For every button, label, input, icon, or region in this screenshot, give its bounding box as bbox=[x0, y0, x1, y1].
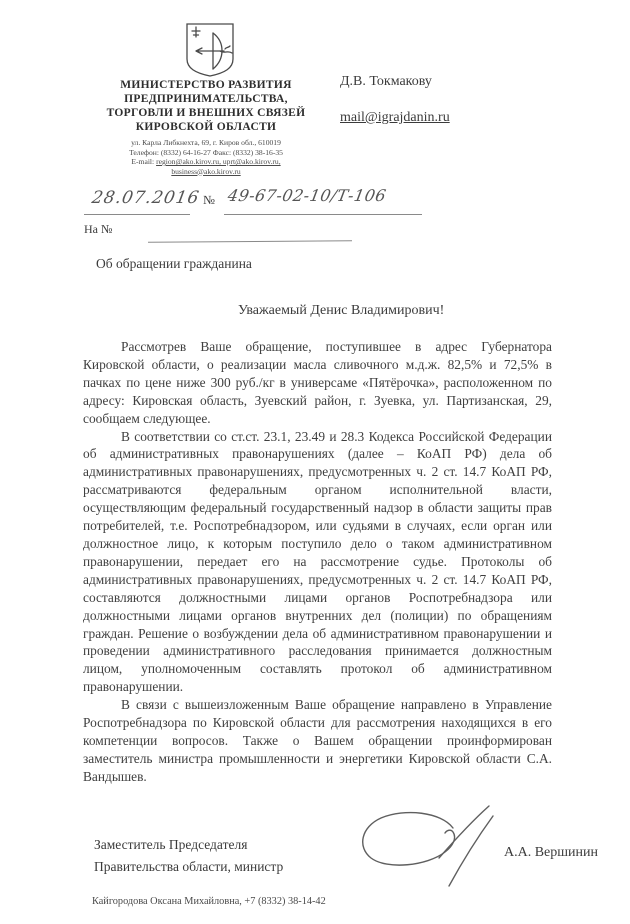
ministry-name-line: КИРОВСКОЙ ОБЛАСТИ bbox=[135, 121, 277, 133]
executor-contact: Кайгородова Оксана Михайловна, +7 (8332) 38-14-42 bbox=[92, 896, 326, 907]
reply-to-label: На № bbox=[84, 222, 113, 236]
ministry-name-line: МИНИСТЕРСТВО РАЗВИТИЯ bbox=[120, 79, 292, 91]
letter-body bbox=[83, 338, 552, 786]
handwritten-date: 28.07.2016 bbox=[90, 188, 202, 208]
handwritten-signature bbox=[353, 800, 505, 892]
letterhead-address: ул. Карла Либкнехта, 69, г. Киров обл., 610019 bbox=[131, 138, 281, 147]
reply-to-underline bbox=[148, 239, 352, 242]
salutation: Уважаемый Денис Владимирович! bbox=[238, 303, 445, 318]
body-paragraph-1: Рассмотрев Ваше обращение, поступившее в адрес Губернатора Кировской области, о реализации масла сливочного м.д.ж. 82,5% и 72,5% в пачках по цене ниже 300 руб./кг в универсаме «Пятёрочка», расположенном по адресу: Кировская область, Зуевский район, г. Зуевка, ул. Партизанская, 29, сообщаем следующее. bbox=[83, 339, 552, 426]
number-sign-label: № bbox=[203, 193, 215, 207]
kirov-coat-of-arms-icon bbox=[184, 22, 236, 78]
letterhead-contact-block bbox=[58, 138, 354, 176]
recipient-name: Д.В. Токмакову bbox=[340, 74, 432, 89]
letterhead-email-link-business[interactable]: business@ako.kirov.ru bbox=[171, 166, 241, 176]
body-paragraph-3: В связи с вышеизложенным Ваше обращение направлено в Управление Роспотребнадзора по Кировской области для рассмотрения находящихся в его компетенции вопросов. Также о Вашем обращении проинформирован заместитель министра промышленности и энергетики Кировской области С.А. Вандышев. bbox=[83, 697, 552, 784]
signer-position bbox=[94, 834, 283, 878]
email-label: E-mail: bbox=[131, 157, 157, 166]
ministry-name-line: ПРЕДПРИНИМАТЕЛЬСТВА, bbox=[124, 93, 288, 105]
body-paragraph-2: В соответствии со ст.ст. 23.1, 23.49 и 28.3 Кодекса Российской Федерации об административных правонарушениях (далее – КоАП РФ) дела об административных правонарушениях, предусмотренных ч. 2 ст. 14.7 КоАП РФ, рассматриваются федеральным органом исполнительной власти, осуществляющим федеральный государственный надзор в области защиты прав потребителей, т.е. Роспотребнадзором, или судьями в случаях, если орган или должностное лицо, к которым поступило дело о таком административном правонарушении, передает его на рассмотрение судье. Протоколы об административных правонарушениях, предусмотренных ч. 2 ст. 14.7 КоАП РФ, составляются должностными лицами органов Роспотребнадзора или должностными лицами органов внутренних дел (полиции) по обращениям граждан. Решение о возбуждении дела об административном правонарушении и проведении административного расследования принимается должностным лицом, уполномоченным составлять протокол об административном правонарушении. bbox=[83, 428, 552, 695]
letterhead-email-line bbox=[58, 157, 354, 167]
letterhead-phone-fax: Телефон: (8332) 64-16-27 Факс: (8332) 38-16-35 bbox=[129, 147, 283, 157]
letter-subject: Об обращении гражданина bbox=[96, 256, 252, 271]
signer-name: А.А. Вершинин bbox=[504, 845, 599, 860]
number-underline bbox=[224, 213, 422, 215]
recipient-email-link[interactable]: mail@igrajdanin.ru bbox=[340, 110, 450, 125]
ministry-name bbox=[58, 78, 354, 134]
date-underline bbox=[84, 213, 190, 215]
handwritten-outgoing-number: 49-67-02-10/Т-106 bbox=[226, 186, 388, 205]
signer-position-line: Правительства области, министр bbox=[94, 859, 284, 874]
ministry-name-line: ТОРГОВЛИ И ВНЕШНИХ СВЯЗЕЙ bbox=[106, 107, 306, 119]
letterhead-email-links[interactable]: region@ako.kirov.ru, uprt@ako.kirov.ru, bbox=[156, 157, 281, 166]
signer-position-line: Заместитель Председателя bbox=[94, 837, 248, 852]
